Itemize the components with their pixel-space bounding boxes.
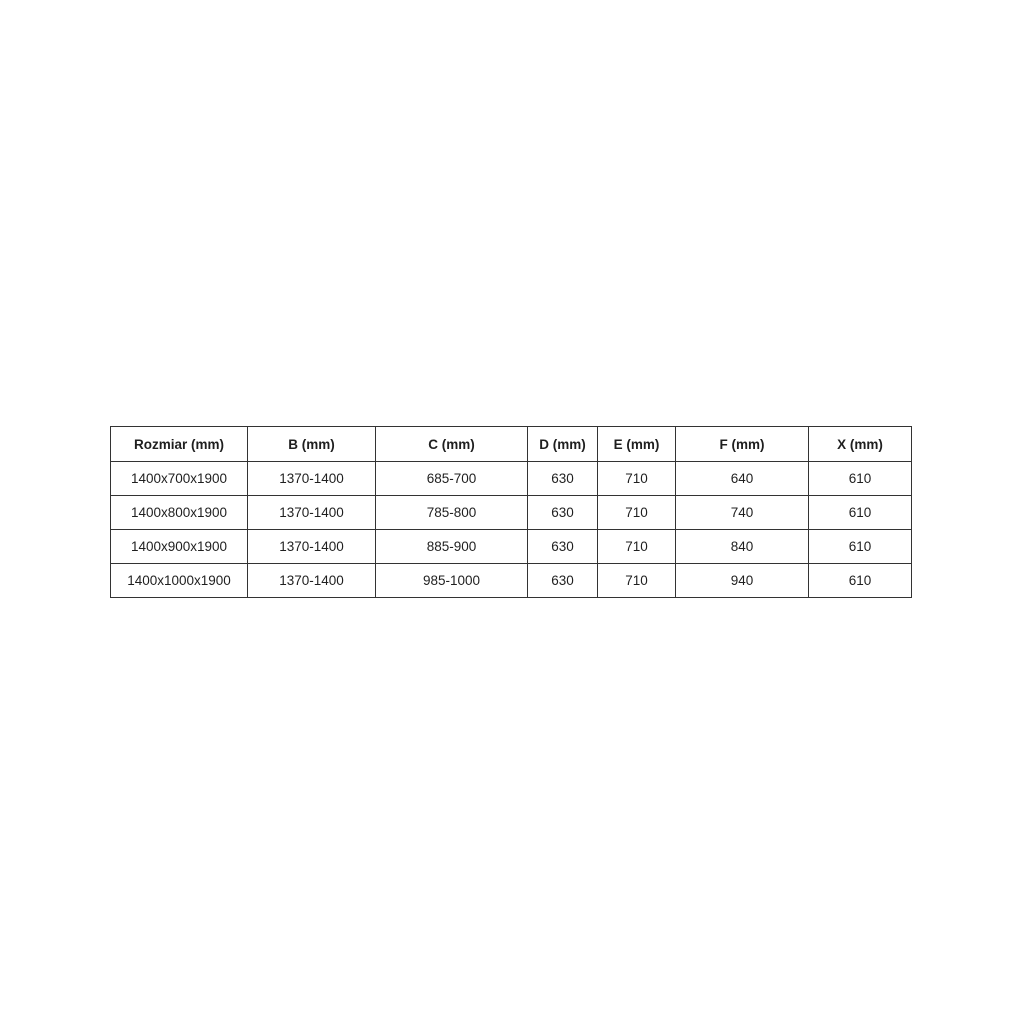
table-cell-f: 940 [676, 564, 809, 598]
table-cell-f: 640 [676, 462, 809, 496]
table-cell-c: 985-1000 [376, 564, 528, 598]
table-cell-x: 610 [809, 530, 912, 564]
table-row [111, 564, 912, 598]
column-header-f: F (mm) [676, 427, 809, 462]
table-cell-c: 685-700 [376, 462, 528, 496]
column-header-d: D (mm) [528, 427, 598, 462]
table-cell-rozmiar: 1400x800x1900 [111, 496, 248, 530]
table-cell-b: 1370-1400 [248, 496, 376, 530]
table-row [111, 462, 912, 496]
table-cell-f: 740 [676, 496, 809, 530]
column-header-x: X (mm) [809, 427, 912, 462]
table-cell-rozmiar: 1400x700x1900 [111, 462, 248, 496]
table-cell-c: 885-900 [376, 530, 528, 564]
table-row [111, 496, 912, 530]
table-cell-d: 630 [528, 462, 598, 496]
table-cell-f: 840 [676, 530, 809, 564]
table-cell-d: 630 [528, 564, 598, 598]
table-cell-b: 1370-1400 [248, 462, 376, 496]
table-cell-x: 610 [809, 496, 912, 530]
table-row [111, 530, 912, 564]
column-header-b: B (mm) [248, 427, 376, 462]
table-cell-rozmiar: 1400x900x1900 [111, 530, 248, 564]
table-cell-rozmiar: 1400x1000x1900 [111, 564, 248, 598]
table-cell-d: 630 [528, 496, 598, 530]
table-cell-b: 1370-1400 [248, 564, 376, 598]
size-specification-table [110, 426, 912, 598]
column-header-c: C (mm) [376, 427, 528, 462]
table-cell-x: 610 [809, 462, 912, 496]
table-cell-e: 710 [598, 462, 676, 496]
table-cell-c: 785-800 [376, 496, 528, 530]
table-cell-e: 710 [598, 530, 676, 564]
table-cell-b: 1370-1400 [248, 530, 376, 564]
table-header-row [111, 427, 912, 462]
table-cell-e: 710 [598, 564, 676, 598]
column-header-rozmiar: Rozmiar (mm) [111, 427, 248, 462]
table-cell-e: 710 [598, 496, 676, 530]
table-cell-x: 610 [809, 564, 912, 598]
table-cell-d: 630 [528, 530, 598, 564]
column-header-e: E (mm) [598, 427, 676, 462]
